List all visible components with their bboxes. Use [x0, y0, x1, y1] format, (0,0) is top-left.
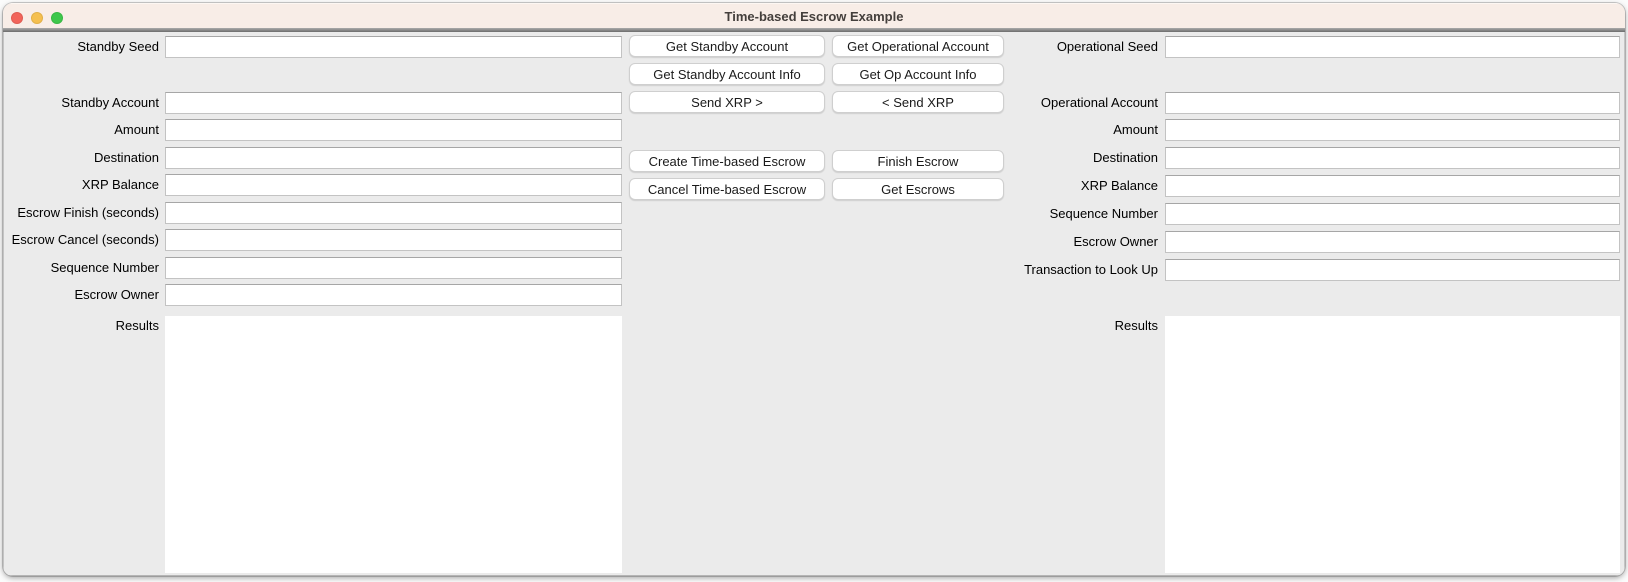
standby-account-input[interactable]	[165, 92, 622, 114]
send-xrp-left-button[interactable]: < Send XRP	[832, 91, 1004, 113]
finish-escrow-button[interactable]: Finish Escrow	[832, 150, 1004, 172]
standby-seed-input[interactable]	[165, 36, 622, 58]
op-results-label: Results	[1114, 318, 1158, 333]
standby-destination-input[interactable]	[165, 147, 622, 169]
cancel-time-based-escrow-button[interactable]: Cancel Time-based Escrow	[629, 178, 825, 200]
standby-escrow-owner-input[interactable]	[165, 284, 622, 306]
escrow-cancel-label: Escrow Cancel (seconds)	[11, 232, 159, 247]
op-escrow-owner-input[interactable]	[1165, 231, 1620, 253]
operational-seed-input[interactable]	[1165, 36, 1620, 58]
get-operational-account-button[interactable]: Get Operational Account	[832, 35, 1004, 57]
standby-results-textarea[interactable]	[165, 316, 622, 573]
op-amount-label: Amount	[1113, 122, 1158, 137]
op-escrow-owner-label: Escrow Owner	[1073, 234, 1158, 249]
standby-sequence-input[interactable]	[165, 257, 622, 279]
transaction-to-look-up-input[interactable]	[1165, 259, 1620, 281]
op-results-textarea[interactable]	[1165, 316, 1620, 573]
operational-account-label: Operational Account	[1040, 95, 1158, 110]
standby-results-label: Results	[115, 318, 159, 333]
get-standby-account-button[interactable]: Get Standby Account	[629, 35, 825, 57]
transaction-to-look-up-label: Transaction to Look Up	[1024, 262, 1158, 277]
standby-xrp-balance-label: XRP Balance	[81, 177, 159, 192]
standby-destination-label: Destination	[93, 150, 159, 165]
titlebar[interactable]	[3, 3, 1625, 28]
operational-seed-label: Operational Seed	[1056, 39, 1158, 54]
op-destination-input[interactable]	[1165, 147, 1620, 169]
standby-seed-label: Standby Seed	[77, 39, 159, 54]
standby-amount-input[interactable]	[165, 119, 622, 141]
standby-escrow-owner-label: Escrow Owner	[74, 287, 159, 302]
op-xrp-balance-label: XRP Balance	[1080, 178, 1158, 193]
standby-amount-label: Amount	[114, 122, 159, 137]
op-sequence-label: Sequence Number	[1049, 206, 1158, 221]
escrow-finish-input[interactable]	[165, 202, 622, 224]
escrow-cancel-input[interactable]	[165, 229, 622, 251]
app-window	[3, 3, 1625, 576]
create-time-based-escrow-button[interactable]: Create Time-based Escrow	[629, 150, 825, 172]
op-destination-label: Destination	[1092, 150, 1158, 165]
standby-xrp-balance-input[interactable]	[165, 174, 622, 196]
standby-sequence-label: Sequence Number	[50, 260, 159, 275]
op-sequence-input[interactable]	[1165, 203, 1620, 225]
op-xrp-balance-input[interactable]	[1165, 175, 1620, 197]
get-escrows-button[interactable]: Get Escrows	[832, 178, 1004, 200]
send-xrp-right-button[interactable]: Send XRP >	[629, 91, 825, 113]
form-content	[3, 32, 1625, 576]
op-amount-input[interactable]	[1165, 119, 1620, 141]
escrow-finish-label: Escrow Finish (seconds)	[17, 205, 159, 220]
window-title: Time-based Escrow Example	[724, 9, 904, 24]
get-standby-account-info-button[interactable]: Get Standby Account Info	[629, 63, 825, 85]
get-op-account-info-button[interactable]: Get Op Account Info	[832, 63, 1004, 85]
standby-account-label: Standby Account	[61, 95, 159, 110]
operational-account-input[interactable]	[1165, 92, 1620, 114]
